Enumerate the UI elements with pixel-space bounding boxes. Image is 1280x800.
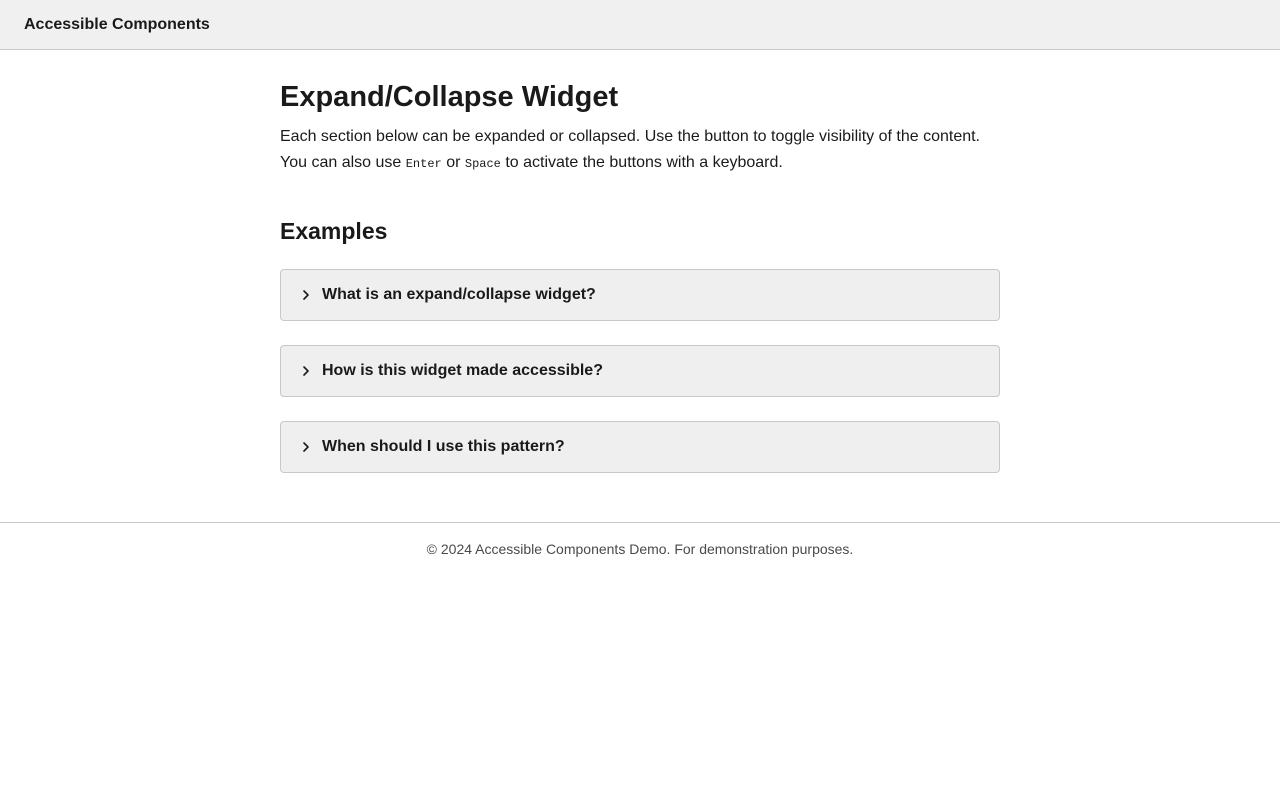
page-title: Expand/Collapse Widget [280,81,619,113]
accordion-label: How is this widget made accessible? [322,362,603,379]
examples-heading: Examples [280,218,388,244]
site-title: Accessible Components [24,15,210,33]
chevron-right-icon [300,365,312,377]
accordion-toggle-what-is[interactable] [280,269,1000,321]
site-footer [0,522,1280,557]
accordion-label: What is an expand/collapse widget? [322,286,596,303]
site-header [0,0,1280,50]
chevron-right-icon [300,289,312,301]
chevron-right-icon [300,441,312,453]
accordion-toggle-when-to-use[interactable] [280,421,1000,473]
accordion-label: When should I use this pattern? [322,438,565,455]
intro-paragraph [280,124,1000,177]
accordion-toggle-accessible[interactable] [280,345,1000,397]
footer-text: © 2024 Accessible Components Demo. For demonstration purposes. [426,541,854,557]
intro-or: or [441,154,465,171]
space-key: Space [464,157,501,171]
intro-text-1: Each section below can be expanded or collapsed. Use the button to toggle visibility of the content. You can also use [280,128,980,171]
main-content [280,50,1000,473]
enter-key: Enter [405,157,442,171]
intro-text-2: to activate the buttons with a keyboard. [500,154,783,171]
accordion [280,269,1000,473]
